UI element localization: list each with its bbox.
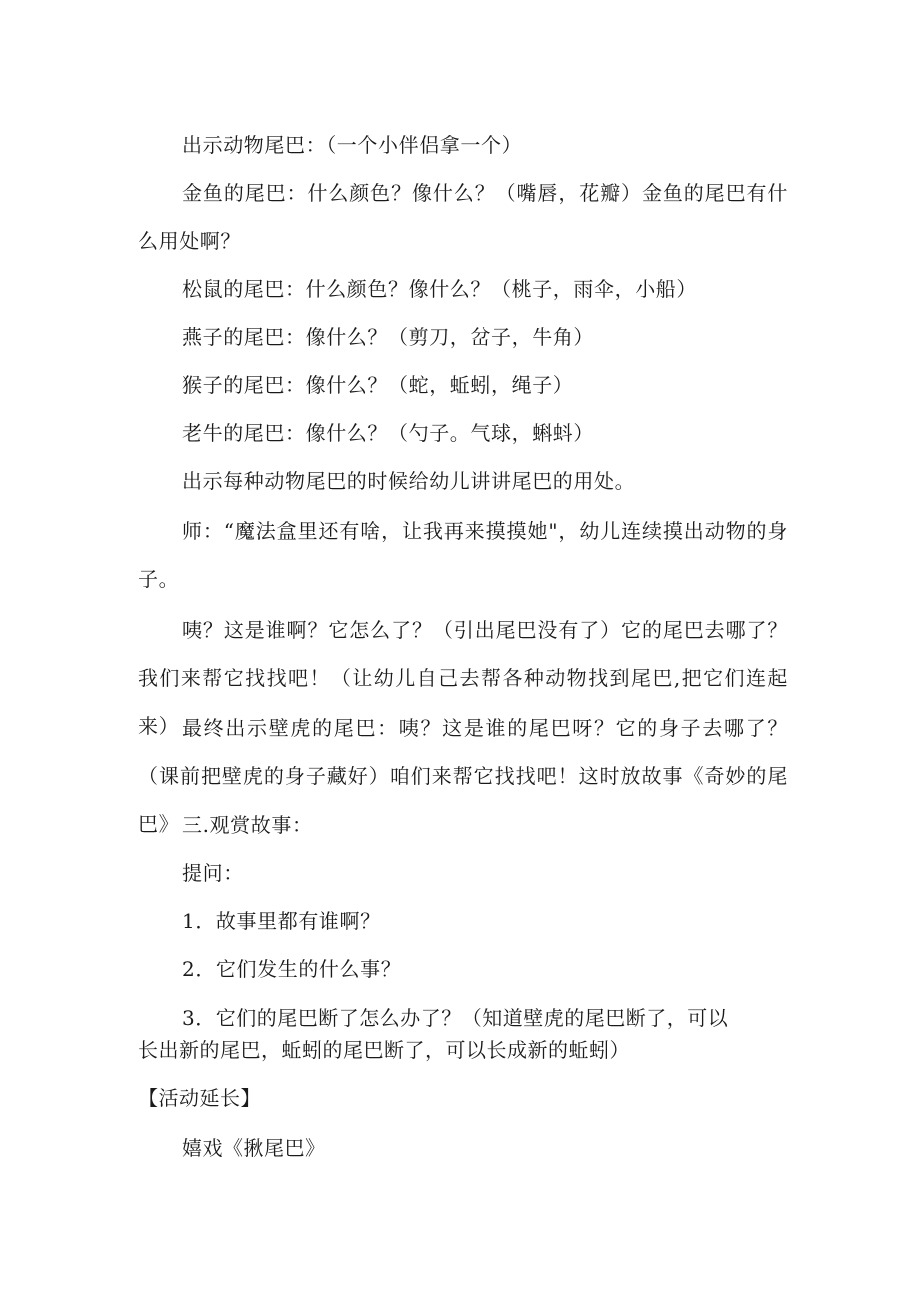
question-1: 1．故事里都有谁啊？: [182, 909, 381, 933]
paragraph-explain-use: 出示每种动物尾巴的时候给幼儿讲讲尾巴的用处。: [182, 469, 636, 493]
paragraph-goldfish: 金鱼的尾巴：什么颜色？像什么？（嘴唇，花瓣）金鱼的尾巴有什么用处啊？: [138, 181, 788, 253]
paragraph-swallow: 燕子的尾巴：像什么？（剪刀，岔子，牛角）: [182, 325, 594, 349]
question-2: 2．它们发生的什么事？: [182, 957, 402, 981]
activity-game: 嬉戏《揪尾巴》: [182, 1136, 326, 1160]
section-heading-extension: 【活动延长】: [138, 1086, 261, 1110]
paragraph-squirrel: 松鼠的尾巴：什么颜色？像什么？（桃子，雨伞，小船）: [182, 277, 697, 301]
paragraph-ox: 老牛的尾巴：像什么？（勺子。气球，蝌蚪）: [182, 421, 594, 445]
paragraph-monkey: 猴子的尾巴：像什么？（蛇，蚯蚓，绳子）: [182, 373, 574, 397]
question-3-line-2: 长出新的尾巴，蚯蚓的尾巴断了，可以长成新的蚯蚓）: [138, 1038, 630, 1062]
paragraph-show-tails: 出示动物尾巴：（一个小伴侣拿一个）: [182, 133, 523, 157]
paragraph-magic-box: 师：“魔法盒里还有啥，让我再来摸摸她"，幼儿连续摸出动物的身子。: [138, 519, 788, 591]
section-watch-story: 三.观赏故事：: [182, 813, 313, 837]
label-questions: 提问：: [182, 861, 244, 885]
question-3-line-1: 3．它们的尾巴断了怎么办了？（知道壁虎的尾巴断了，可以: [182, 1006, 729, 1030]
paragraph-who-is-this: 咦？这是谁啊？它怎么了？（引出尾巴没有了）它的尾巴去哪了？我们来帮它找找吧！（让幼儿自己去帮各种动物找到尾巴,把它们连起来）: [138, 618, 788, 738]
paragraph-gecko: 最终出示壁虎的尾巴：咦？这是谁的尾巴呀？它的身子去哪了？（课前把壁虎的身子藏好）咱们来帮它找找吧！这时放故事《奇妙的尾巴》: [138, 716, 788, 836]
